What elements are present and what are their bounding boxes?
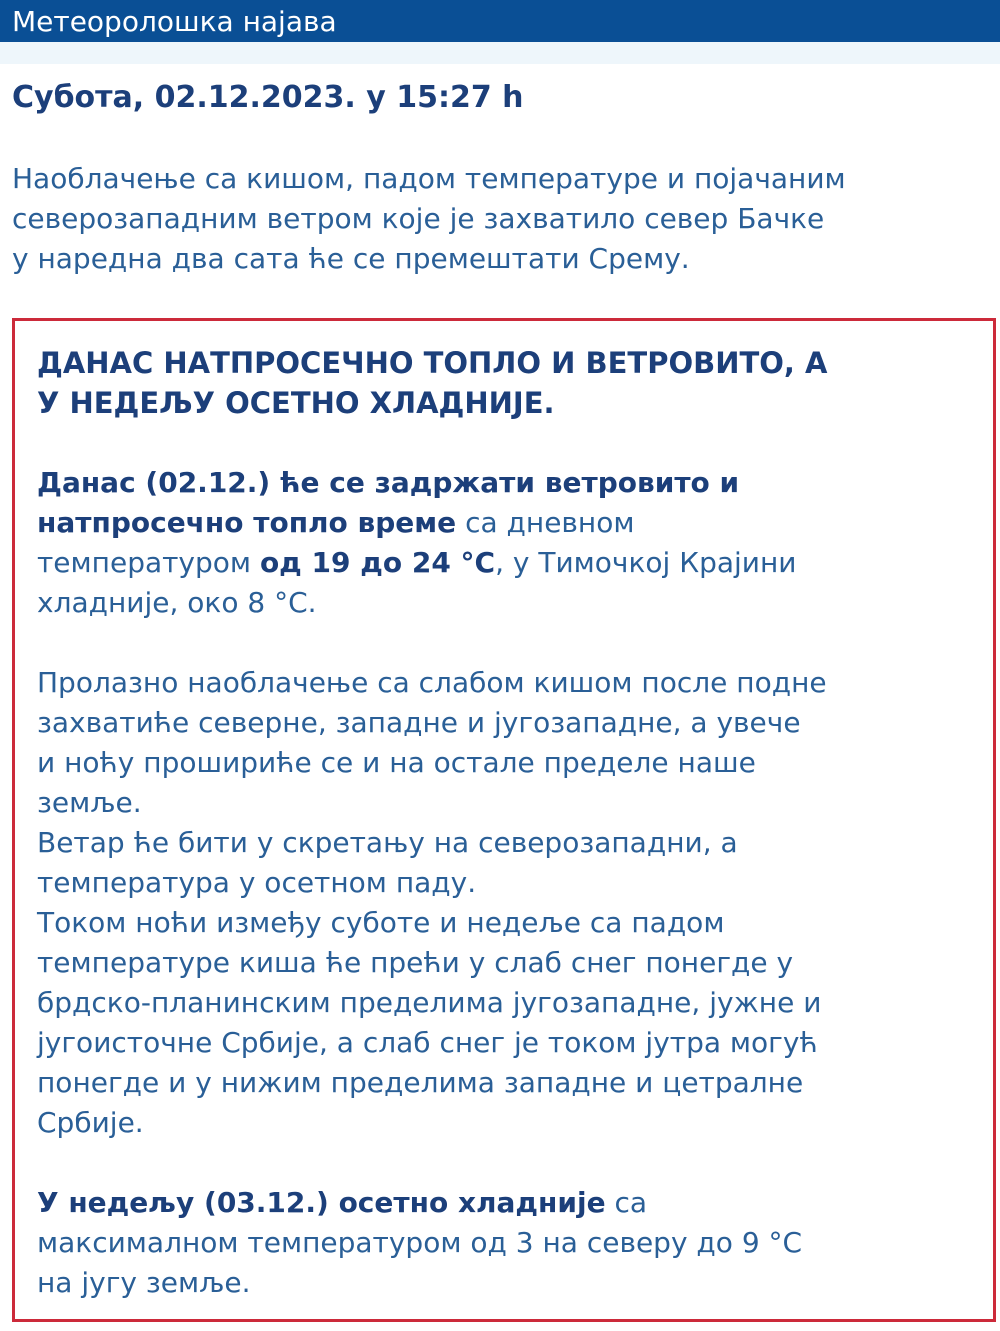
- body-line: Србије.: [37, 1106, 144, 1139]
- intro-line: Наоблачење са кишом, падом температуре и појачаним: [12, 162, 846, 195]
- body-line: земље.: [37, 786, 142, 819]
- body-line: Током ноћи између суботе и недеље са падом: [37, 906, 725, 939]
- header-sub-strip: [0, 42, 1000, 64]
- header-title: Метеоролошка најава: [12, 5, 337, 38]
- body-line: захватиће северне, западне и југозападне, а увече: [37, 706, 801, 739]
- today-bold: Данас (02.12.) ће се задржати ветровито и: [37, 466, 740, 499]
- today-temp-bold: од 19 до 24 °C: [259, 546, 496, 579]
- body-line: Ветар ће бити у скретању на северозападни, а: [37, 826, 738, 859]
- headline-line: У НЕДЕЉУ ОСЕТНО ХЛАДНИЈЕ.: [37, 386, 555, 420]
- body-line: Пролазно наоблачење са слабом кишом после подне: [37, 666, 827, 699]
- body-line: и ноћу прошириће се и на остале пределе наше: [37, 746, 756, 779]
- spacer: [37, 623, 977, 663]
- body-line: југоисточне Србије, а слаб снег је током јутра могућ: [37, 1026, 818, 1059]
- today-line: [37, 463, 977, 503]
- today-text: температуром: [37, 546, 260, 579]
- sunday-line: максималном температуром од 3 на северу до 9 °C: [37, 1226, 803, 1259]
- headline-line: ДАНАС НАТПРОСЕЧНО ТОПЛО И ВЕТРОВИТО, А: [37, 346, 828, 380]
- spacer: [37, 1143, 977, 1183]
- sunday-bold: У недељу (03.12.) осетно хладније: [37, 1186, 606, 1219]
- forecast-box-content: [37, 343, 977, 1303]
- today-text: , у Тимочкој Крајини: [495, 546, 797, 579]
- body-line: понегде и у нижим пределима западне и цетралне: [37, 1066, 804, 1099]
- today-text: са дневном: [456, 506, 635, 539]
- forecast-box: [12, 318, 996, 1322]
- intro-paragraph: [12, 159, 997, 279]
- sunday-line: [37, 1183, 977, 1223]
- body-line: брдско-планинским пределима југозападне, јужне и: [37, 986, 822, 1019]
- sunday-line: на југу земље.: [37, 1266, 251, 1299]
- date-line: Субота, 02.12.2023. у 15:27 h: [12, 80, 524, 115]
- today-line: [37, 503, 977, 543]
- sunday-text: са: [605, 1186, 648, 1219]
- body-line: температуре киша ће прећи у слаб снег понегде у: [37, 946, 794, 979]
- body-line: температура у осетном паду.: [37, 866, 477, 899]
- header-bar: [0, 0, 1000, 42]
- today-line: [37, 543, 977, 583]
- intro-line: северозападним ветром које је захватило север Бачке: [12, 202, 825, 235]
- today-line: хладније, око 8 °C.: [37, 586, 317, 619]
- intro-line: у наредна два сата ће се премештати Срему.: [12, 242, 690, 275]
- today-bold: натпросечно топло време: [37, 506, 457, 539]
- spacer: [37, 423, 977, 463]
